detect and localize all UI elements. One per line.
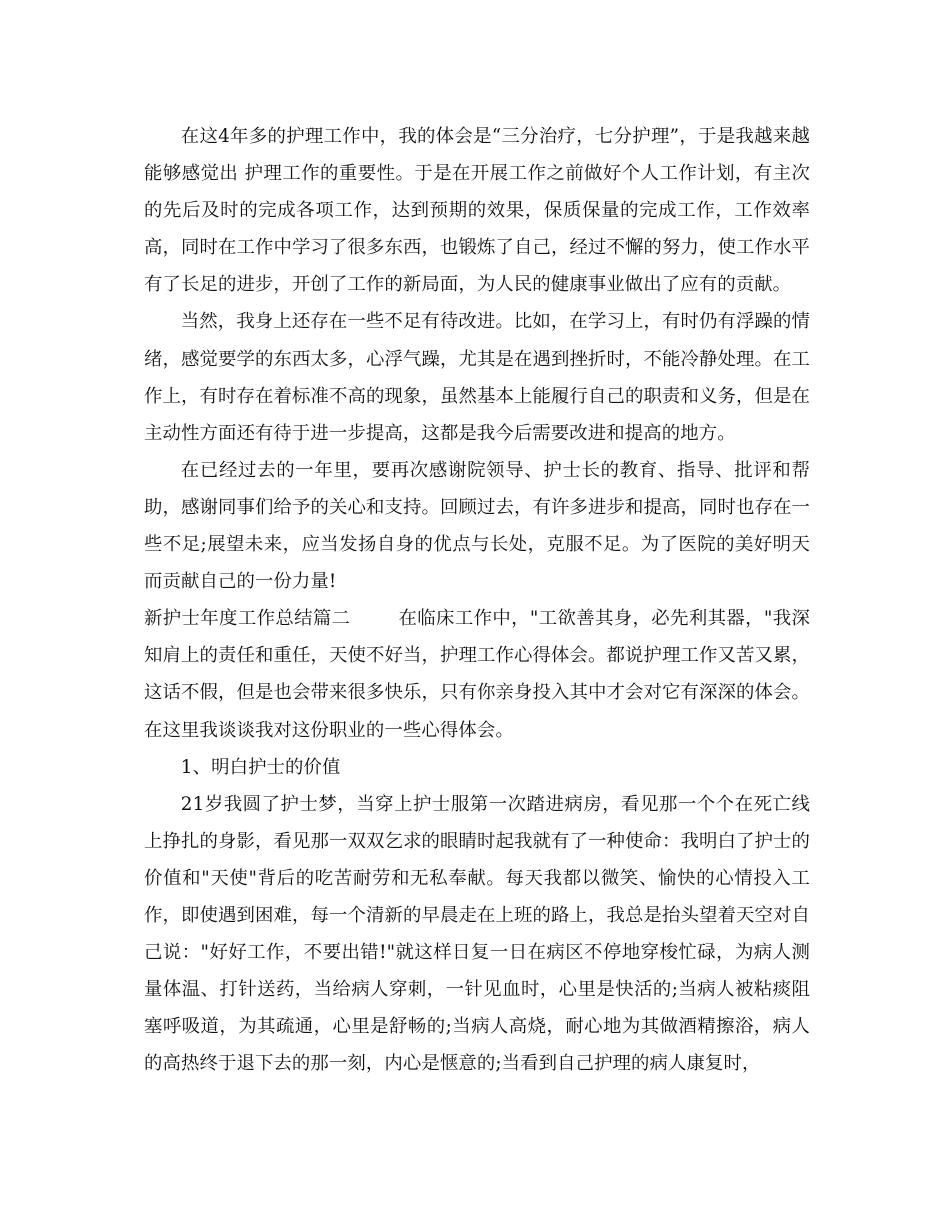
subheading: 1、明白护士的价值 xyxy=(180,756,341,778)
section-intro: 在临床工作中，"工欲善其身，必先利其器，"我深知肩上的责任和重任，天使不好当，护理工作心得体会。都说护理工作又苦又累，这话不假，但是也会带来很多快乐，只有你亲身投入其中才会对它有深深的体会。在这里我谈谈我对这份职业的一些心得体会。 xyxy=(144,608,810,741)
section-title: 新护士年度工作总结篇二 xyxy=(144,608,351,630)
section-block xyxy=(144,600,810,748)
paragraph-shortcomings: 当然，我身上还存在一些不足有待改进。比如，在学习上，有时仍有浮躁的情绪，感觉要学的东西太多，心浮气躁，尤其是在遇到挫折时，不能冷静处理。在工作上，有时存在着标准不高的现象，虽然基本上能履行自己的职责和义务，但是在主动性方面还有待于进一步提高，这都是我今后需要改进和提高的地方。 xyxy=(144,311,810,444)
paragraph-nursing-experience: 在这4年多的护理工作中，我的体会是“三分治疗，七分护理”，于是我越来越能够感觉出 护理工作的重要性。于是在开展工作之前做好个人工作计划，有主次的先后及时的完成各项工作，达到预期的效果，保质保量的完成工作，工作效率高，同时在工作中学习了很多东西，也锻炼了自己，经过不懈的努力，使工作水平有了长足的进步，开创了工作的新局面，为人民的健康事业做出了应有的贡献。 xyxy=(144,126,810,296)
paragraph-nurse-value: 21岁我圆了护士梦，当穿上护士服第一次踏进病房，看见那一个个在死亡线上挣扎的身影，看见那一双双乞求的眼睛时起我就有了一种使命：我明白了护士的价值和"天使"背后的吃苦耐劳和无私奉献。每天我都以微笑、愉快的心情投入工作，即使遇到困难，每一个清新的早晨走在上班的路上，我总是抬头望着天空对自己说："好好工作，不要出错!"就这样日复一日在病区不停地穿梭忙碌，为病人测量体温、打针送药，当给病人穿刺，一针见血时，心里是快活的;当病人被粘痰阻塞呼吸道，为其疏通，心里是舒畅的;当病人高烧，耐心地为其做酒精擦浴，病人的高热终于退下去的那一刻，内心是惬意的;当看到自己护理的病人康复时， xyxy=(144,793,810,1075)
paragraph-gratitude: 在已经过去的一年里，要再次感谢院领导、护士长的教育、指导、批评和帮助，感谢同事们给予的关心和支持。回顾过去，有许多进步和提高，同时也存在一些不足;展望未来，应当发扬自身的优点与长处，克服不足。为了医院的美好明天而贡献自己的一份力量! xyxy=(144,459,810,593)
document-body xyxy=(144,118,810,1082)
